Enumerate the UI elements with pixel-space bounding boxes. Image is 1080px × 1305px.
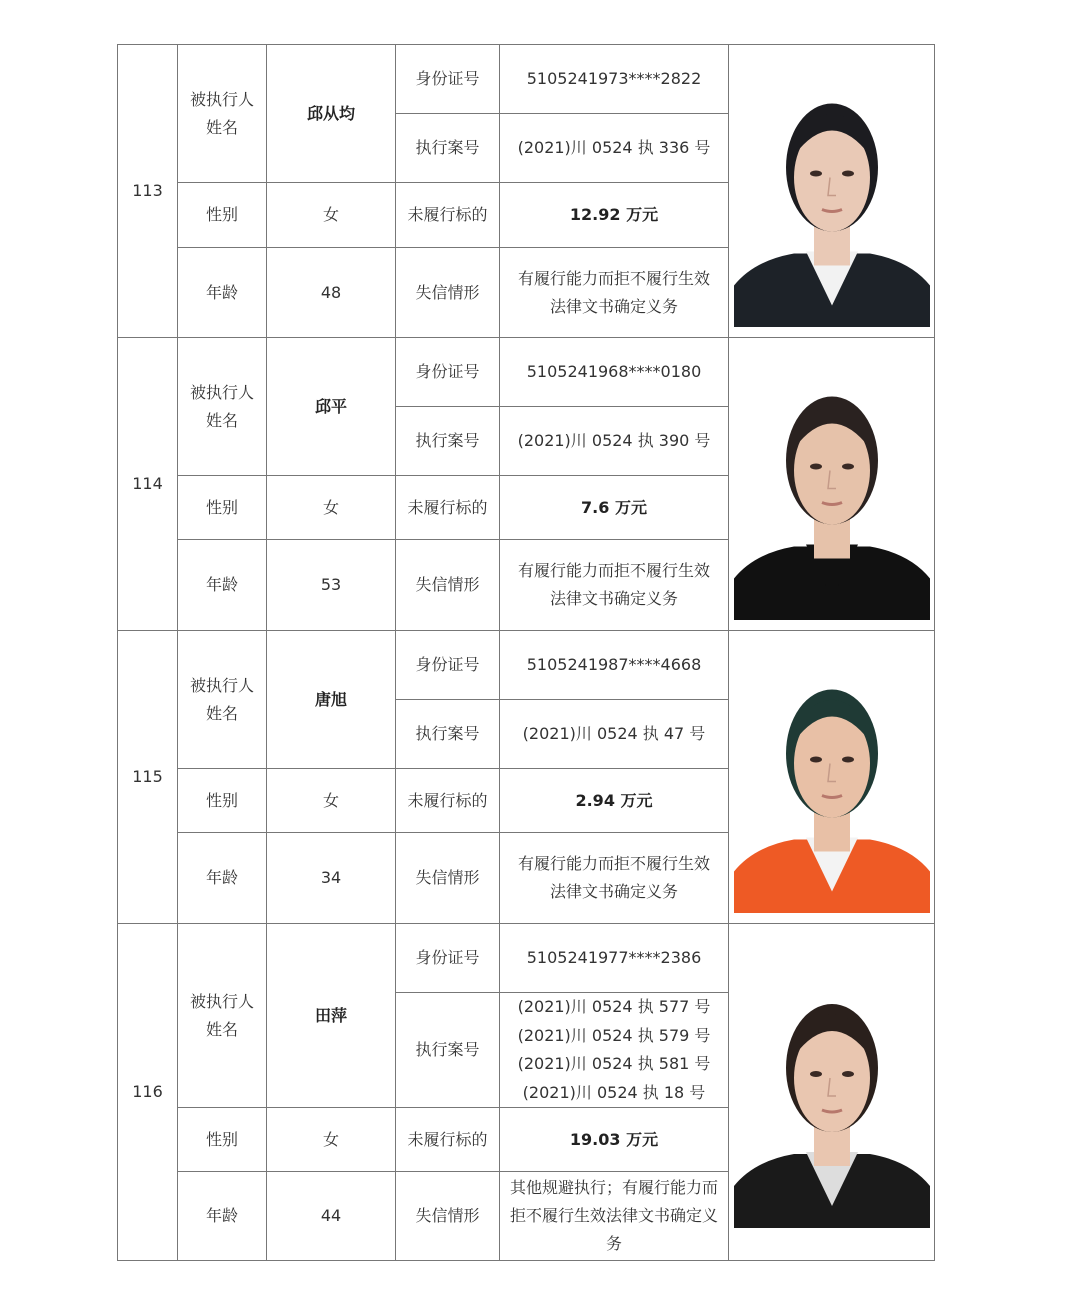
photo-cell — [729, 924, 935, 1261]
amount-value: 7.6 万元 — [500, 476, 729, 540]
label-situation: 失信情形 — [396, 540, 500, 631]
case-number: (2021)川 0524 执 581 号 — [517, 1054, 711, 1073]
portrait — [734, 642, 930, 913]
amount-value: 12.92 万元 — [500, 183, 729, 248]
photo-cell — [729, 338, 935, 631]
label-name: 被执行人姓名 — [178, 924, 267, 1108]
label-gender: 性别 — [178, 1108, 267, 1172]
portrait — [734, 349, 930, 620]
amount-value: 19.03 万元 — [500, 1108, 729, 1172]
label-id: 身份证号 — [396, 338, 500, 407]
label-amount: 未履行标的 — [396, 769, 500, 833]
record-number: 115 — [118, 631, 178, 924]
case-number: (2021)川 0524 执 18 号 — [522, 1082, 706, 1102]
record-number: 116 — [118, 924, 178, 1261]
label-name: 被执行人姓名 — [178, 631, 267, 769]
case-numbers — [500, 407, 729, 476]
age-value: 53 — [267, 540, 396, 631]
label-name: 被执行人姓名 — [178, 45, 267, 183]
situation-value: 其他规避执行；有履行能力而拒不履行生效法律文书确定义务 — [500, 1172, 729, 1261]
debtor-name: 邱平 — [267, 338, 396, 476]
debtor-name: 邱从均 — [267, 45, 396, 183]
portrait-photo — [734, 642, 930, 913]
debtor-name: 田萍 — [267, 924, 396, 1108]
situation-value: 有履行能力而拒不履行生效法律文书确定义务 — [500, 248, 729, 338]
label-case: 执行案号 — [396, 700, 500, 769]
label-situation: 失信情形 — [396, 1172, 500, 1261]
case-number: (2021)川 0524 执 390 号 — [517, 430, 711, 450]
label-amount: 未履行标的 — [396, 183, 500, 248]
gender-value: 女 — [267, 1108, 396, 1172]
portrait-photo — [734, 349, 930, 620]
photo-cell — [729, 631, 935, 924]
gender-value: 女 — [267, 183, 396, 248]
label-age: 年龄 — [178, 833, 267, 924]
label-gender: 性别 — [178, 476, 267, 540]
label-case: 执行案号 — [396, 993, 500, 1108]
label-gender: 性别 — [178, 769, 267, 833]
id-number: 5105241977****2386 — [500, 924, 729, 993]
id-number: 5105241968****0180 — [500, 338, 729, 407]
portrait — [734, 56, 930, 327]
record-number: 114 — [118, 338, 178, 631]
gender-value: 女 — [267, 476, 396, 540]
case-numbers — [500, 993, 729, 1108]
age-value: 48 — [267, 248, 396, 338]
debtor-table — [117, 44, 935, 1261]
situation-value: 有履行能力而拒不履行生效法律文书确定义务 — [500, 833, 729, 924]
portrait-photo — [734, 56, 930, 327]
id-number: 5105241973****2822 — [500, 45, 729, 114]
portrait-photo — [734, 956, 930, 1228]
gender-value: 女 — [267, 769, 396, 833]
portrait — [734, 956, 930, 1228]
label-situation: 失信情形 — [396, 248, 500, 338]
label-situation: 失信情形 — [396, 833, 500, 924]
label-age: 年龄 — [178, 248, 267, 338]
label-amount: 未履行标的 — [396, 1108, 500, 1172]
label-id: 身份证号 — [396, 631, 500, 700]
record-number: 113 — [118, 45, 178, 338]
amount-value: 2.94 万元 — [500, 769, 729, 833]
label-age: 年龄 — [178, 1172, 267, 1261]
label-case: 执行案号 — [396, 407, 500, 476]
record-row — [118, 924, 935, 993]
record-row — [118, 45, 935, 114]
label-name: 被执行人姓名 — [178, 338, 267, 476]
label-id: 身份证号 — [396, 45, 500, 114]
id-number: 5105241987****4668 — [500, 631, 729, 700]
label-gender: 性别 — [178, 183, 267, 248]
label-case: 执行案号 — [396, 114, 500, 183]
case-numbers — [500, 114, 729, 183]
case-numbers — [500, 700, 729, 769]
photo-cell — [729, 45, 935, 338]
label-id: 身份证号 — [396, 924, 500, 993]
record-row — [118, 631, 935, 700]
age-value: 34 — [267, 833, 396, 924]
age-value: 44 — [267, 1172, 396, 1261]
case-number: (2021)川 0524 执 579 号 — [517, 1025, 711, 1045]
debtor-name: 唐旭 — [267, 631, 396, 769]
label-age: 年龄 — [178, 540, 267, 631]
label-amount: 未履行标的 — [396, 476, 500, 540]
record-row — [118, 338, 935, 407]
case-number: (2021)川 0524 执 47 号 — [522, 723, 706, 743]
situation-value: 有履行能力而拒不履行生效法律文书确定义务 — [500, 540, 729, 631]
case-number: (2021)川 0524 执 577 号 — [517, 997, 711, 1016]
case-number: (2021)川 0524 执 336 号 — [517, 137, 711, 157]
